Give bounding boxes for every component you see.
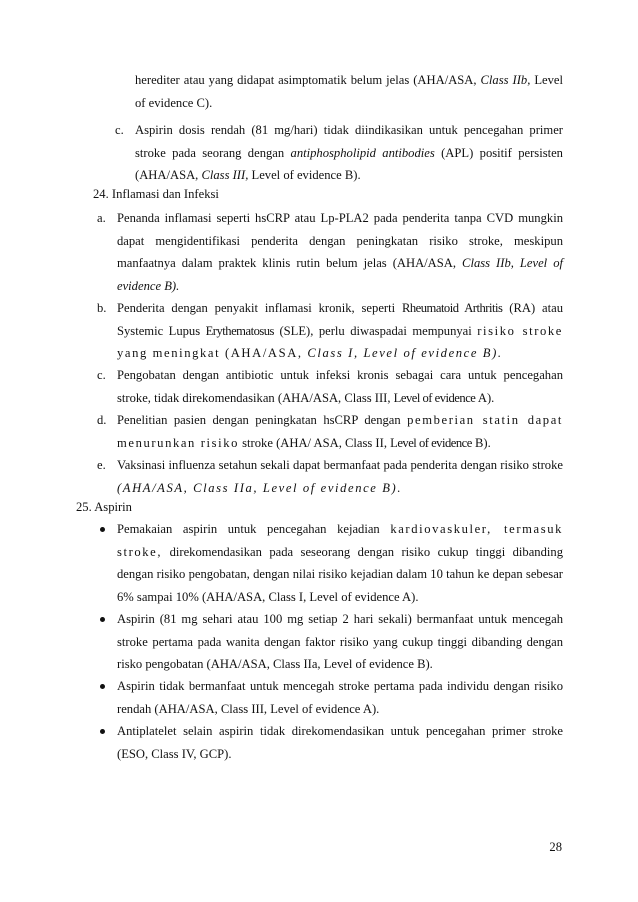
item-24e bbox=[117, 454, 563, 499]
condensed-text: Level of evidence bbox=[390, 435, 472, 450]
section-heading-25: 25. Aspirin bbox=[76, 500, 132, 514]
text: Aspirin (81 mg sehari atau 100 mg setiap 2 hari sekali) bermanfaat untuk mencegah stroke pertama pada wanita dengan faktor risiko yang cukup tinggi dibanding dengan risko pengobatan (AHA/ASA, Class IIa, Level of evidence B). bbox=[117, 612, 563, 672]
text: Antiplatelet selain aspirin tidak direkomendasikan untuk pencegahan primer stroke (ESO, Class IV, GCP). bbox=[117, 724, 563, 761]
bullet-icon bbox=[100, 617, 105, 622]
list-marker: a. bbox=[97, 211, 106, 225]
text: Pengobatan dengan antibiotic untuk infeksi kronis sebagai cara untuk pencegahan stroke, tidak direkomendasikan (AHA/ASA, Class III, bbox=[117, 368, 563, 405]
item-c-aspirin-apl bbox=[135, 119, 563, 187]
bullet-icon bbox=[100, 527, 105, 532]
text: (APL) positif persisten (AHA/ASA, bbox=[135, 145, 563, 183]
bullet-icon bbox=[100, 729, 105, 734]
aspirin-bullet-4 bbox=[117, 720, 563, 765]
text: Penderita dengan penyakit inflamasi kronik, seperti bbox=[117, 301, 402, 315]
italic-text: Class III, bbox=[201, 168, 249, 183]
condensed-text: Level of evidence bbox=[393, 390, 476, 405]
text: direkomendasikan pada seseorang dengan risiko cukup tinggi dibanding dengan risiko pengobatan, dengan nilai risiko kejadian dalam 10 tahun ke depan sebesar 6% sampai 10% (AHA/ASA, Class I, Level of evidence A). bbox=[117, 544, 563, 604]
aspirin-bullet-2 bbox=[117, 608, 563, 676]
aspirin-bullet-1 bbox=[117, 518, 563, 608]
italic-text: Class IIb, Level of evidence B). bbox=[117, 256, 563, 293]
text: Level of evidence C). bbox=[135, 73, 563, 110]
text: (SLE), perlu diwaspadai mempunyai bbox=[273, 323, 478, 338]
spaced-text: kardiovaskuler, termasuk stroke, bbox=[117, 522, 563, 559]
text: Aspirin dosis rendah (81 mg/hari) tidak diindikasikan untuk pencegahan primer stroke pada seorang dengan bbox=[135, 123, 563, 160]
italic-text: (AHA/ASA, Class IIa, Level of evidence B). bbox=[117, 480, 403, 495]
page-number: 28 bbox=[549, 840, 562, 854]
spaced-text: pemberian statin dapat menurunkan risiko bbox=[117, 413, 563, 450]
list-marker: c. bbox=[97, 368, 106, 382]
text: B). bbox=[471, 435, 491, 450]
text: A). bbox=[475, 390, 495, 405]
text: herediter atau yang didapat asimptomatik belum jelas (AHA/ASA, bbox=[135, 73, 481, 87]
text: Vaksinasi influenza setahun sekali dapat bermanfaat pada penderita dengan risiko stroke bbox=[117, 458, 563, 472]
text: Penanda inflamasi seperti hsCRP atau Lp-PLA2 pada penderita tanpa CVD mungkin dapat mengidentifikasi penderita dengan peningkatan risiko stroke, meskipun manfaatnya dalam praktek klinis rutin belum jelas (AHA/ASA, bbox=[117, 211, 563, 271]
item-24d bbox=[117, 409, 563, 454]
italic-text: Class IIb, bbox=[480, 73, 531, 87]
text: Level of evidence B). bbox=[248, 168, 361, 183]
text: Penelitian pasien dengan peningkatan hsCRP dengan bbox=[117, 413, 408, 427]
item-24c bbox=[117, 364, 563, 409]
item-b-continuation bbox=[135, 69, 563, 114]
list-marker: d. bbox=[97, 413, 107, 427]
text: (RA) atau Systemic Lupus bbox=[117, 301, 563, 338]
condensed-text: Erythematosus bbox=[205, 323, 274, 338]
list-marker: c. bbox=[115, 123, 124, 137]
italic-text: Class I, Level of evidence B). bbox=[307, 346, 503, 361]
bullet-icon bbox=[100, 684, 105, 689]
condensed-text: Rheumatoid Arthritis bbox=[401, 301, 503, 315]
text: Pemakaian aspirin untuk pencegahan kejadian bbox=[117, 522, 391, 536]
list-marker: b. bbox=[97, 301, 107, 315]
aspirin-bullet-3 bbox=[117, 675, 563, 720]
italic-text: antiphospholipid antibodies bbox=[290, 145, 435, 160]
spaced-text: risiko stroke yang meningkat (AHA/ASA, bbox=[117, 323, 563, 361]
section-heading-24: 24. Inflamasi dan Infeksi bbox=[93, 187, 219, 201]
text: Aspirin tidak bermanfaat untuk mencegah stroke pertama pada individu dengan risiko rendah (AHA/ASA, Class III, Level of evidence A). bbox=[117, 679, 563, 716]
list-marker: e. bbox=[97, 458, 106, 472]
text: stroke (AHA/ ASA, Class II, bbox=[239, 435, 391, 450]
item-24b bbox=[117, 297, 563, 365]
item-24a bbox=[117, 207, 563, 297]
